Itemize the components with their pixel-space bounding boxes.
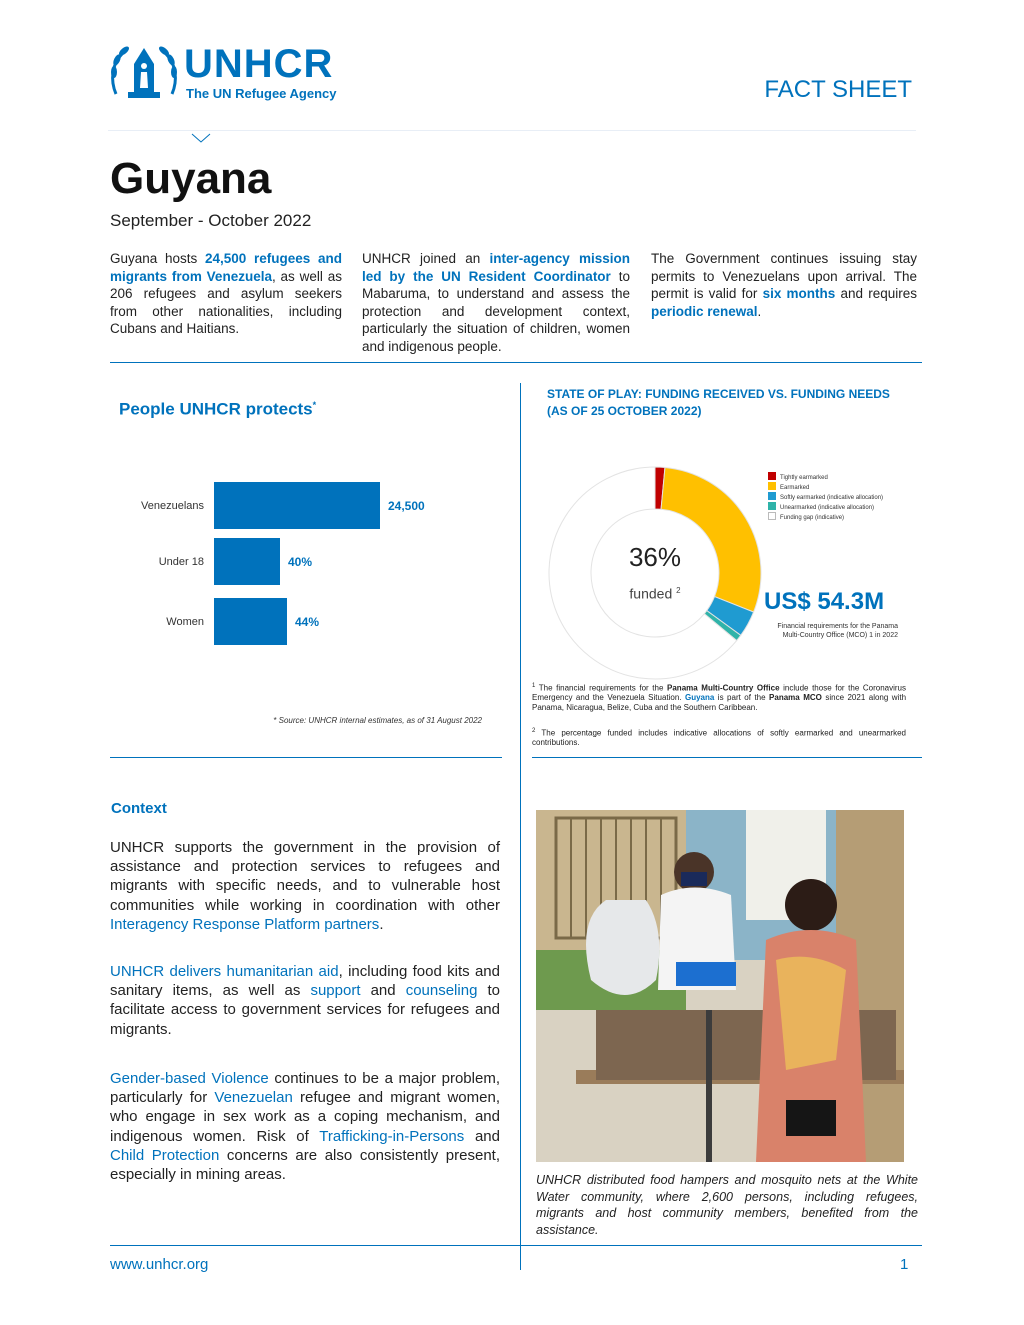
intro-3-highlight-2[interactable]: periodic renewal [651,303,758,319]
context-2-link-1[interactable]: UNHCR delivers humanitarian aid [110,963,339,980]
legend-swatch [768,502,776,510]
date-range: September - October 2022 [110,211,312,230]
context-2-f: to facilitate access to government services for refugees and migrants. [110,982,500,1038]
context-3-f: and [464,1127,500,1145]
context-3-link-1[interactable]: Gender-based Violence [110,1070,269,1087]
legend-swatch [768,472,776,480]
distribution-photo [536,810,904,1162]
footnote-1-c: include those for the Coronavirus Emergency and the Venezuela Situation. [532,683,906,703]
legend-label: Earmarked [780,485,810,491]
legend-label: Softly earmarked (indicative allocation) [780,495,884,501]
logo-wordmark: UNHCR [184,42,334,86]
footnote-1 [532,682,906,712]
context-3-h: concerns are also consistently present, especially in mining areas. [110,1146,500,1184]
section-divider-right [532,757,922,758]
legend-item [768,512,844,523]
footnote-2 [532,727,906,748]
photo-caption: UNHCR distributed food hampers and mosquito nets at the White Water community, where 2,600 persons, including refugees, migrants and host community members, benefited from the assistance. [536,1173,918,1237]
context-3-link-2[interactable]: Venezuelan [214,1089,293,1107]
legend-label: Unearmarked (indicative allocation) [780,505,875,511]
bar [214,598,287,645]
total-requirement-note: Financial requirements for the Panama Multi-Country Office (MCO) 1 in 2022 [777,623,898,639]
bar-label: Venezuelans [141,500,204,512]
intro-2-text-a: UNHCR joined an [362,251,490,266]
total-requirement: US$ 54.3M [764,588,885,615]
people-source-note: * Source: UNHCR internal estimates, as of 31 August 2022 [273,716,482,725]
context-2-link-2[interactable]: support [310,982,361,1000]
footnote-2-text: The percentage funded includes indicative allocations of softly earmarked and unearmarked contributions. [532,728,906,748]
legend-swatch [768,512,776,520]
intro-column-3 [651,250,917,320]
people-bar-chart [0,0,520,760]
context-1-c: . [379,915,384,933]
footnote-2-mark: 2 [532,728,536,734]
context-3-link-4[interactable]: Child Protection [110,1146,220,1164]
context-paragraph-2 [110,962,500,1039]
funded-label [600,582,710,603]
funded-percent: 36% [628,542,682,572]
legend-swatch [768,482,776,490]
context-3-b: continues to be a major problem, particularly for [110,1070,500,1107]
footer-url-link[interactable]: www.unhcr.org [110,1256,209,1273]
doc-type-label: FACT SHEET [764,76,912,103]
page-number: 1 [900,1256,909,1273]
context-paragraph-3 [110,1069,500,1184]
funding-donut-chart [540,458,770,688]
context-1-link[interactable]: Interagency Response Platform partners [110,915,380,933]
intro-3-text-c: and requires [835,286,917,301]
intro-3-highlight-1[interactable]: six months [762,286,836,301]
people-title-text: People UNHCR protects [119,399,313,419]
funded-mark: 2 [676,586,681,595]
intro-2-highlight[interactable]: inter-agency mission led by the UN Resident Coordinator [362,251,631,284]
intro-2-text-c: to Mabaruma, to understand and assess the protection and development context, particularly the situation of children, women and indigenous people. [362,268,630,354]
context-title: Context [111,800,167,817]
logo-subtitle: The UN Refugee Agency [186,86,337,101]
intro-1-text-c: , as well as 206 refugees and asylum seekers from other nationalities, including Cubans and Haitians. [110,268,342,336]
footnote-1-g: since 2021 along with Panama, Nicaragua, Belize, Cuba and the Southern Caribbean. [532,693,907,712]
funding-title: STATE OF PLAY: FUNDING RECEIVED VS. FUNDING NEEDS (AS OF 25 OCTOBER 2022) [547,387,890,418]
bar [214,482,380,529]
intro-3-text-e: . [757,303,762,319]
footnote-1-e: is part of the [714,693,770,703]
page-title: Guyana [110,154,272,203]
footnote-1-a: The financial requirements for the [535,683,668,693]
bar-value-label: 24,500 [388,499,425,513]
footnote-1-mark: 1 [532,683,536,689]
bar-value-label: 44% [295,615,320,629]
people-title-mark: * [312,400,317,410]
context-3-link-3[interactable]: Trafficking-in-Persons [319,1127,465,1145]
footnote-1-f: Panama MCO [769,693,822,703]
footnote-1-b: Panama Multi-Country Office [667,683,780,693]
bar-value-label: 40% [288,555,313,569]
legend-label: Tightly earmarked [780,475,828,481]
context-2-link-3[interactable]: counseling [405,982,478,1000]
legend-swatch [768,492,776,500]
context-3-d: refugee and migrant women, who engage in sex work as a coping mechanism, and indigenous women. Risk of [110,1089,500,1145]
context-paragraph-1 [110,838,500,934]
column-divider [520,383,521,1270]
intro-1-highlight[interactable]: 24,500 refugees and migrants from Venezuela [110,251,342,284]
bar [214,538,280,585]
context-1-a: UNHCR supports the government in the provision of assistance and protection services to refugees and migrants with specific needs, and to vulnerable host communities while working in coordination with other [110,839,500,914]
context-2-d: and [360,982,406,1000]
funded-label-text: funded [629,585,673,602]
intro-3-text-a: The Government continues issuing stay permits to Venezuelans upon arrival. The permit is valid for [651,251,917,301]
bar-label: Women [166,616,204,628]
context-2-b: , including food kits and sanitary items, as well as [110,963,500,1000]
footnote-1-d: Guyana [685,693,715,703]
intro-1-text-a: Guyana hosts [110,251,205,266]
footer-divider [110,1245,922,1246]
legend-label: Funding gap (indicative) [780,515,845,521]
bar-label: Under 18 [158,556,204,568]
